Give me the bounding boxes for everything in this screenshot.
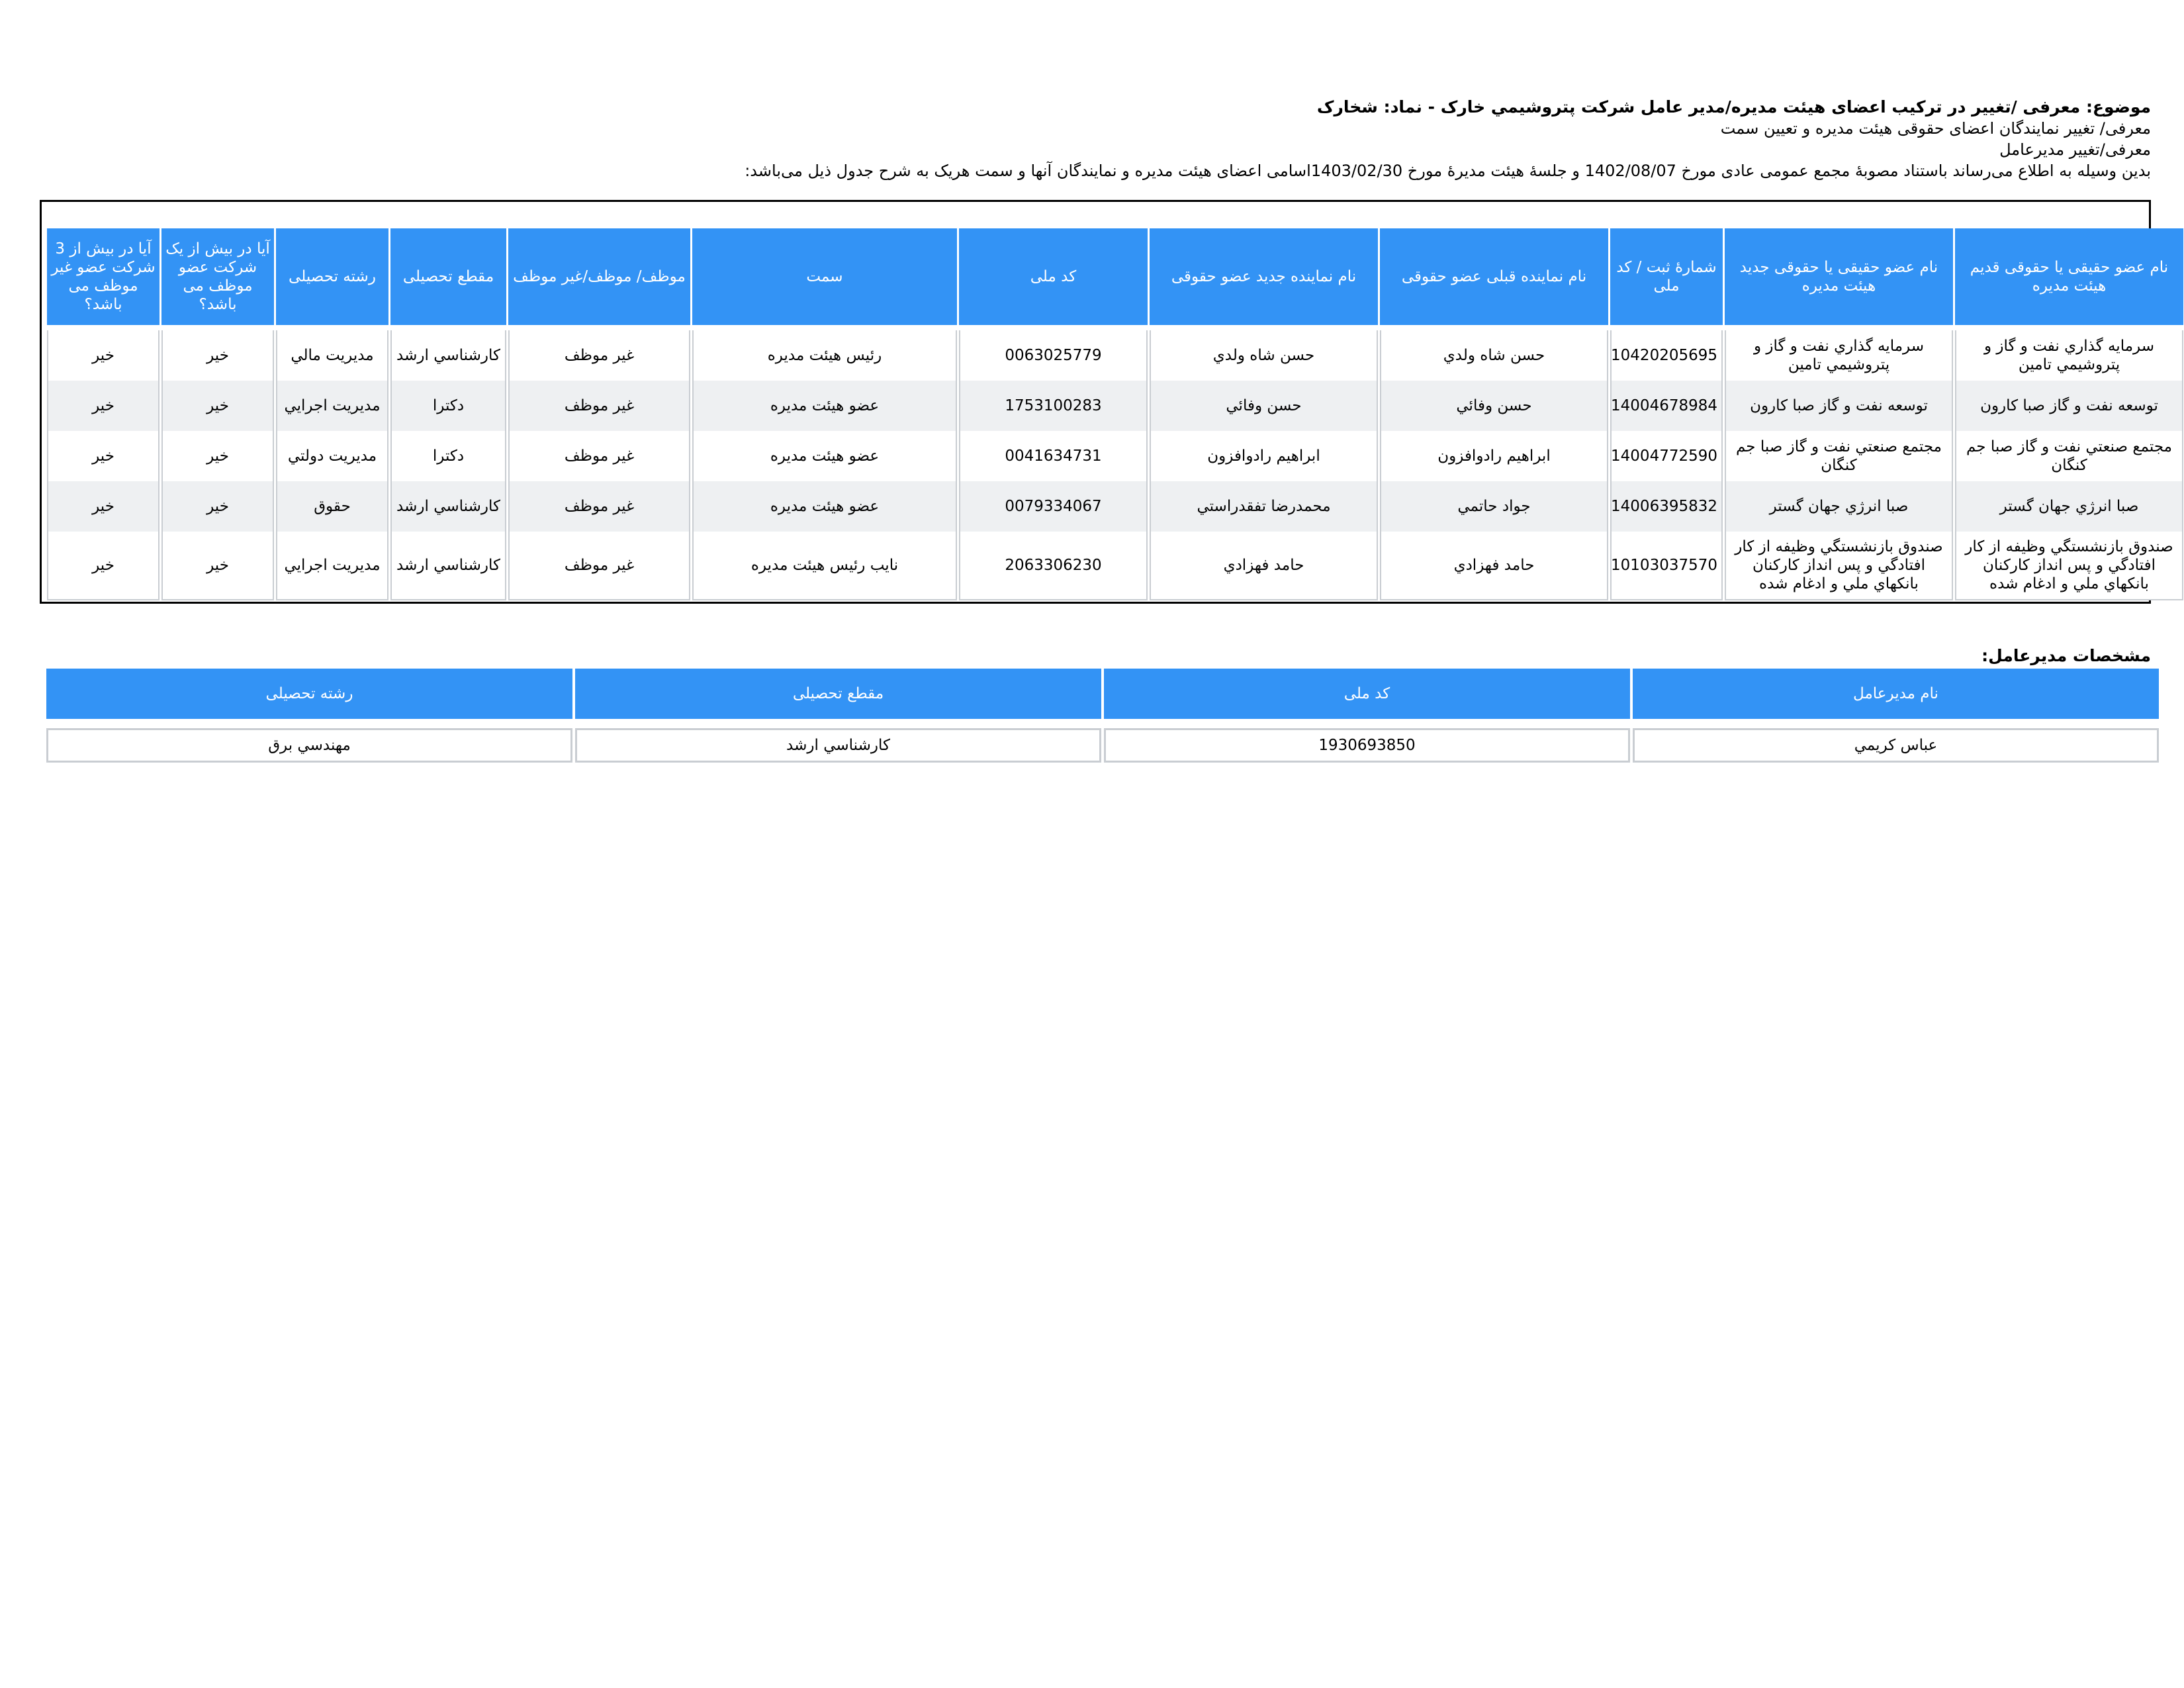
multi-executive-cell: خیر bbox=[161, 532, 274, 600]
multi-executive-cell: خیر bbox=[161, 481, 274, 532]
col-ceo-national-id: کد ملی bbox=[1104, 669, 1630, 728]
col-executive-status: موظف/ موظف/غیر موظف bbox=[508, 228, 690, 330]
executive-status-cell: غیر موظف bbox=[508, 431, 690, 481]
national-id-cell: 1753100283 bbox=[959, 381, 1148, 431]
ceo-section-title: مشخصات مدیرعامل: bbox=[1981, 646, 2151, 665]
board-members-table bbox=[45, 228, 2184, 600]
previous-representative-cell: ابراهيم رادوافزون bbox=[1380, 431, 1608, 481]
multi-executive-cell: خیر bbox=[161, 381, 274, 431]
degree-cell: كارشناسي ارشد bbox=[390, 481, 506, 532]
col-multi-executive: آیا در بیش از یک شرکت عضو موظف می باشد؟ bbox=[161, 228, 274, 330]
col-position: سمت bbox=[692, 228, 957, 330]
new-representative-cell: حسن شاه ولدي bbox=[1150, 330, 1378, 381]
announcement-header bbox=[33, 97, 2151, 181]
table-row bbox=[46, 728, 2159, 763]
previous-representative-cell: حسن وفائي bbox=[1380, 381, 1608, 431]
table-row bbox=[47, 481, 2183, 532]
executive-status-cell: غیر موظف bbox=[508, 532, 690, 600]
new-representative-cell: ابراهيم رادوافزون bbox=[1150, 431, 1378, 481]
previous-representative-cell: حامد فهزادي bbox=[1380, 532, 1608, 600]
ceo-field-cell: مهندسي برق bbox=[46, 728, 572, 763]
multi-nonexecutive-cell: خیر bbox=[47, 481, 159, 532]
ceo-table-header bbox=[46, 669, 2159, 728]
multi-nonexecutive-cell: خیر bbox=[47, 330, 159, 381]
col-ceo-degree: مقطع تحصیلی bbox=[575, 669, 1101, 728]
field-of-study-cell: مديريت دولتي bbox=[276, 431, 388, 481]
col-ceo-field: رشته تحصیلی bbox=[46, 669, 572, 728]
registration-id-cell: 14004772590 bbox=[1610, 431, 1723, 481]
registration-id-cell: 10420205695 bbox=[1610, 330, 1723, 381]
degree-cell: دكترا bbox=[390, 381, 506, 431]
old-member-cell: توسعه نفت و گاز صبا كارون bbox=[1955, 381, 2183, 431]
old-member-cell: صبا انرژي جهان گستر bbox=[1955, 481, 2183, 532]
previous-representative-cell: حسن شاه ولدي bbox=[1380, 330, 1608, 381]
previous-representative-cell: جواد حاتمي bbox=[1380, 481, 1608, 532]
subject-line: موضوع: معرفی /تغییر در ترکیب اعضای هیئت مدیره/مدیر عامل شرکت پتروشيمي خارک - نماد: شخارک bbox=[1316, 97, 2151, 117]
new-representative-cell: محمدرضا تفقدراستي bbox=[1150, 481, 1378, 532]
executive-status-cell: غیر موظف bbox=[508, 330, 690, 381]
field-of-study-cell: مديريت اجرايي bbox=[276, 381, 388, 431]
old-member-cell: صندوق بازنشستگي وظيفه از كار افتادگي و پس انداز كاركنان بانكهاي ملي و ادغام شده bbox=[1955, 532, 2183, 600]
position-cell: عضو هيئت مديره bbox=[692, 381, 957, 431]
new-member-cell: توسعه نفت و گاز صبا كارون bbox=[1725, 381, 1953, 431]
registration-id-cell: 10103037570 bbox=[1610, 532, 1723, 600]
ceo-change-line: معرفی/تغییر مدیرعامل bbox=[1999, 140, 2151, 159]
col-multi-nonexecutive: آیا در بیش از 3 شرکت عضو غیر موظف می باشد؟ bbox=[47, 228, 159, 330]
old-member-cell: سرمايه گذاري نفت و گاز و پتروشيمي تامين bbox=[1955, 330, 2183, 381]
new-member-cell: سرمايه گذاري نفت و گاز و پتروشيمي تامين bbox=[1725, 330, 1953, 381]
new-member-cell: صبا انرژي جهان گستر bbox=[1725, 481, 1953, 532]
announcement-body: بدین وسیله به اطلاع می‌رساند باستناد مصوبهٔ مجمع عمومی عادی مورخ 1402/08/07 و جلسهٔ هیئت مدیرهٔ مورخ 1403/02/30اسامی اعضای هیئت مدیره و نمایندگان آنها و سمت هریک به شرح جدول ذیل می‌باشد: bbox=[745, 162, 2151, 180]
board-table-header bbox=[47, 228, 2183, 330]
degree-cell: كارشناسي ارشد bbox=[390, 330, 506, 381]
position-cell: عضو هيئت مديره bbox=[692, 431, 957, 481]
multi-nonexecutive-cell: خیر bbox=[47, 532, 159, 600]
ceo-national-id-cell: 1930693850 bbox=[1104, 728, 1630, 763]
new-representative-cell: حامد فهزادي bbox=[1150, 532, 1378, 600]
national-id-cell: 2063306230 bbox=[959, 532, 1148, 600]
table-row bbox=[47, 532, 2183, 600]
ceo-details-table bbox=[44, 669, 2161, 763]
col-ceo-name: نام مدیرعامل bbox=[1633, 669, 2159, 728]
executive-status-cell: غیر موظف bbox=[508, 381, 690, 431]
ceo-name-cell: عباس كريمي bbox=[1633, 728, 2159, 763]
col-degree: مقطع تحصیلی bbox=[390, 228, 506, 330]
multi-nonexecutive-cell: خیر bbox=[47, 431, 159, 481]
representatives-line: معرفی/ تغییر نمایندگان اعضای حقوقی هیئت مدیره و تعیین سمت bbox=[1720, 119, 2151, 138]
national-id-cell: 0063025779 bbox=[959, 330, 1148, 381]
ceo-degree-cell: كارشناسي ارشد bbox=[575, 728, 1101, 763]
col-new-representative: نام نماینده جدید عضو حقوقی bbox=[1150, 228, 1378, 330]
new-representative-cell: حسن وفائي bbox=[1150, 381, 1378, 431]
col-national-id: کد ملی bbox=[959, 228, 1148, 330]
multi-nonexecutive-cell: خیر bbox=[47, 381, 159, 431]
col-registration-id: شمارهٔ ثبت / کد ملی bbox=[1610, 228, 1723, 330]
position-cell: عضو هيئت مديره bbox=[692, 481, 957, 532]
registration-id-cell: 14004678984 bbox=[1610, 381, 1723, 431]
multi-executive-cell: خیر bbox=[161, 431, 274, 481]
multi-executive-cell: خیر bbox=[161, 330, 274, 381]
table-row bbox=[47, 431, 2183, 481]
old-member-cell: مجتمع صنعتي نفت و گاز صبا جم كنگان bbox=[1955, 431, 2183, 481]
degree-cell: كارشناسي ارشد bbox=[390, 532, 506, 600]
field-of-study-cell: مديريت اجرايي bbox=[276, 532, 388, 600]
registration-id-cell: 14006395832 bbox=[1610, 481, 1723, 532]
degree-cell: دكترا bbox=[390, 431, 506, 481]
field-of-study-cell: مديريت مالي bbox=[276, 330, 388, 381]
field-of-study-cell: حقوق bbox=[276, 481, 388, 532]
table-row bbox=[47, 381, 2183, 431]
col-previous-representative: نام نماینده قبلی عضو حقوقی bbox=[1380, 228, 1608, 330]
new-member-cell: صندوق بازنشستگي وظيفه از كار افتادگي و پس انداز كاركنان بانكهاي ملي و ادغام شده bbox=[1725, 532, 1953, 600]
col-old-member: نام عضو حقیقی یا حقوقی قدیم هیئت مدیره bbox=[1955, 228, 2183, 330]
national-id-cell: 0079334067 bbox=[959, 481, 1148, 532]
position-cell: نايب رئيس هيئت مديره bbox=[692, 532, 957, 600]
table-row bbox=[47, 330, 2183, 381]
new-member-cell: مجتمع صنعتي نفت و گاز صبا جم كنگان bbox=[1725, 431, 1953, 481]
executive-status-cell: غیر موظف bbox=[508, 481, 690, 532]
position-cell: رئيس هيئت مديره bbox=[692, 330, 957, 381]
col-new-member: نام عضو حقیقی یا حقوقی جدید هیئت مدیره bbox=[1725, 228, 1953, 330]
national-id-cell: 0041634731 bbox=[959, 431, 1148, 481]
col-field-of-study: رشته تحصیلی bbox=[276, 228, 388, 330]
